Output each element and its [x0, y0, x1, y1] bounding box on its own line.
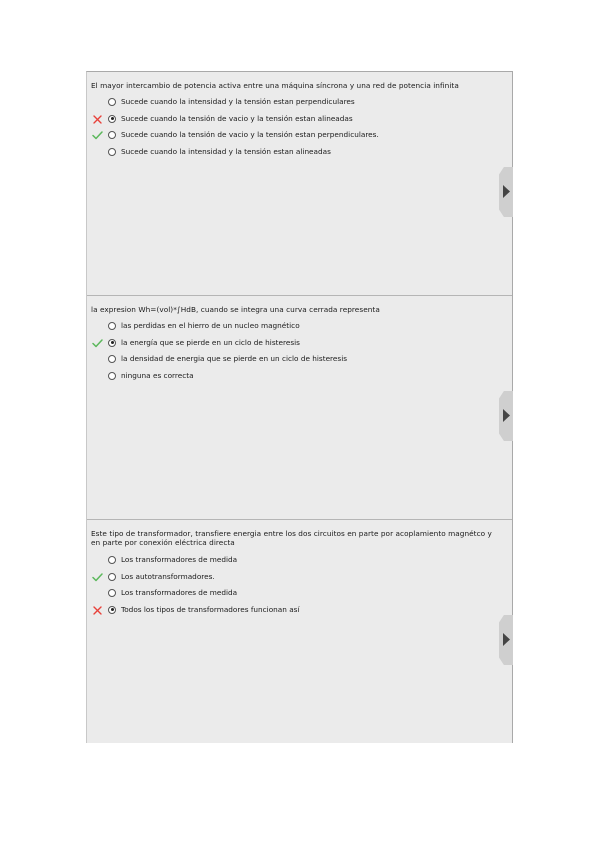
question-2 [87, 296, 512, 520]
question-text: Este tipo de transformador, transfiere energia entre los dos circuitos en parte por acoplamiento magnétco y en parte por conexión eléctrica directa [91, 529, 492, 547]
cross-icon [91, 604, 103, 617]
question-text: la expresion Wh=(vol)*∫HdB, cuando se integra una curva cerrada representa [91, 305, 380, 314]
radio-button[interactable] [108, 98, 116, 106]
question-text: El mayor intercambio de potencia activa entre una máquina síncrona y una red de potencia infinita [91, 81, 459, 90]
check-icon [91, 129, 103, 142]
quiz-panel [86, 71, 513, 743]
no-mark [91, 353, 103, 366]
chevron-right-icon [503, 633, 510, 646]
option-label: ninguna es correcta [121, 370, 194, 380]
option-list [87, 96, 512, 162]
question-1 [87, 72, 512, 296]
no-mark [91, 146, 103, 159]
option-list [87, 320, 512, 386]
option[interactable] [87, 146, 512, 163]
option-label: Sucede cuando la intensidad y la tensión estan perpendiculares [121, 97, 355, 106]
no-mark [91, 320, 103, 333]
option-label: Sucede cuando la intensidad y la tensión estan alineadas [121, 146, 331, 156]
radio-button-selected[interactable] [108, 115, 116, 123]
option[interactable] [87, 587, 512, 604]
option-list [87, 554, 512, 620]
next-tab[interactable] [499, 391, 513, 441]
option[interactable] [87, 554, 512, 571]
radio-button-selected[interactable] [108, 339, 116, 347]
option-label: Sucede cuando la tensión de vacio y la tensión estan perpendiculares. [121, 130, 379, 139]
radio-button[interactable] [108, 322, 116, 330]
radio-button[interactable] [108, 372, 116, 380]
option[interactable] [87, 370, 512, 387]
option-label: la densidad de energia que se pierde en un ciclo de histeresis [121, 354, 348, 363]
option[interactable] [87, 113, 512, 130]
next-tab[interactable] [499, 167, 513, 217]
radio-button[interactable] [108, 589, 116, 597]
next-tab[interactable] [499, 615, 513, 665]
cross-icon [91, 113, 103, 126]
no-mark [91, 587, 103, 600]
option[interactable] [87, 604, 512, 621]
radio-button[interactable] [108, 148, 116, 156]
option-label: las perdidas en el hierro de un nucleo magnético [121, 321, 300, 330]
check-icon [91, 337, 103, 350]
option-label: Todos los tipos de transformadores funcionan así [121, 604, 300, 614]
option-label: la energía que se pierde en un ciclo de histeresis [121, 337, 300, 347]
chevron-right-icon [503, 185, 510, 198]
option-label: Los transformadores de medida [121, 555, 238, 564]
question-3 [87, 520, 512, 743]
radio-button[interactable] [108, 573, 116, 581]
option[interactable] [87, 571, 512, 588]
option[interactable] [87, 337, 512, 354]
chevron-right-icon [503, 409, 510, 422]
option-label: Los transformadores de medida [121, 588, 238, 597]
option[interactable] [87, 320, 512, 337]
no-mark [91, 554, 103, 567]
option-label: Sucede cuando la tensión de vacio y la tensión estan alineadas [121, 113, 353, 123]
no-mark [91, 370, 103, 383]
no-mark [91, 96, 103, 109]
option[interactable] [87, 353, 512, 370]
check-icon [91, 571, 103, 584]
radio-button[interactable] [108, 131, 116, 139]
radio-button[interactable] [108, 556, 116, 564]
radio-button-selected[interactable] [108, 606, 116, 614]
option[interactable] [87, 96, 512, 113]
option[interactable] [87, 129, 512, 146]
option-label: Los autotransformadores. [121, 571, 215, 581]
radio-button[interactable] [108, 355, 116, 363]
